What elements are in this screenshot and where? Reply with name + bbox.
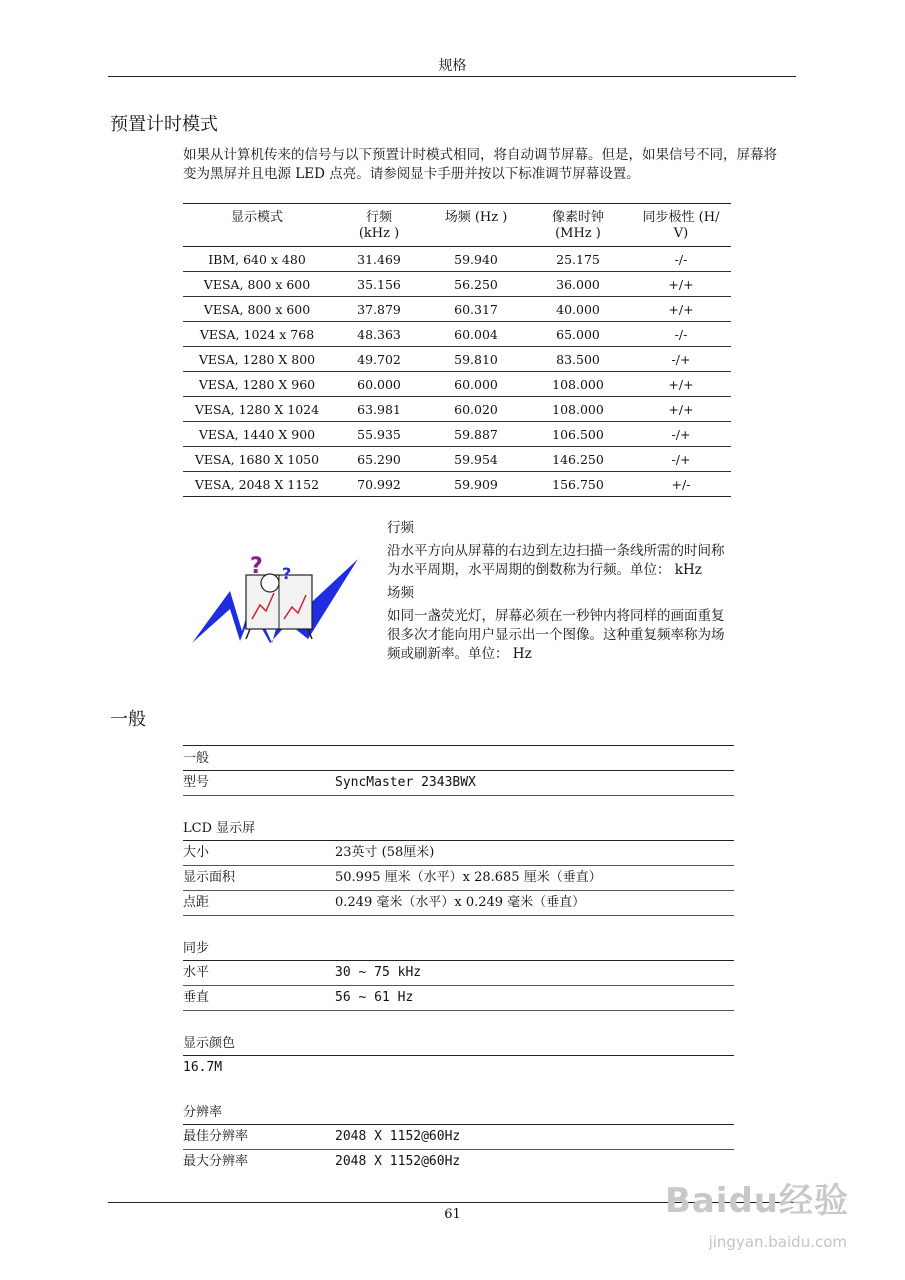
glossary-term-hfreq: 行频 [387,520,414,536]
timing-cell-v: 59.909 [427,472,525,497]
spec-group-resolution: 分辨率 [183,1100,734,1125]
timing-cell-p: 108.000 [525,397,631,422]
spec-group-general: 一般 [183,745,734,771]
timing-cell-p: 36.000 [525,272,631,297]
timing-cell-h: 35.156 [331,272,427,297]
timing-cell-s: +/+ [631,372,731,397]
svg-text:?: ? [250,554,263,579]
timing-cell-v: 60.000 [427,372,525,397]
spec-key: 垂直 [183,990,210,1005]
timing-cell-v: 59.810 [427,347,525,372]
timing-cell-v: 59.940 [427,247,525,272]
spec-key: 型号 [183,775,210,790]
timing-cell-s: -/+ [631,422,731,447]
timing-cell-p: 156.750 [525,472,631,497]
timing-cell-s: -/+ [631,447,731,472]
timing-cell-mode: VESA, 800 x 600 [183,272,331,297]
watermark-url: jingyan.baidu.com [708,1233,847,1251]
glossary-def-vfreq: 如同一盏荧光灯，屏幕必须在一秒钟内将同样的画面重复很多次才能向用户显示出一个图像。这种重复频率称为场频或刷新率。单位： Hz [387,608,725,662]
timing-cell-s: +/- [631,472,731,497]
timing-cell-s: +/+ [631,397,731,422]
baidu-logo-icon: Baidu经验 [664,1181,849,1221]
timing-cell-mode: VESA, 1280 X 1024 [183,397,331,422]
spec-value: 30 ~ 75 kHz [335,965,422,980]
timing-row [183,322,731,347]
timing-row [183,272,731,297]
spec-group-colors: 显示颜色 [183,1031,734,1056]
spec-value: 23英寸 (58厘米) [335,845,435,860]
timing-cell-p: 83.500 [525,347,631,372]
glossary [387,519,727,668]
timing-cell-h: 60.000 [331,372,427,397]
timing-cell-v: 59.954 [427,447,525,472]
timing-cell-s: +/+ [631,297,731,322]
spec-group-sync: 同步 [183,936,734,961]
timing-cell-mode: IBM, 640 x 480 [183,247,331,272]
timing-intro-paragraph: 如果从计算机传来的信号与以下预置计时模式相同，将自动调节屏幕。但是，如果信号不同，屏幕将变为黑屏并且电源 LED 点亮。请参阅显卡手册并按以下标准调节屏幕设置。 [183,147,777,182]
spec-group-lcd: LCD 显示屏 [183,816,734,841]
svg-text:?: ? [282,564,292,583]
timing-cell-p: 65.000 [525,322,631,347]
timing-cell-p: 106.500 [525,422,631,447]
col-header-mode: 显示模式 [183,204,331,247]
timing-cell-h: 48.363 [331,322,427,347]
timing-cell-mode: VESA, 1280 X 800 [183,347,331,372]
timing-cell-v: 60.020 [427,397,525,422]
timing-cell-v: 59.887 [427,422,525,447]
baidu-watermark [653,1163,853,1273]
timing-cell-h: 37.879 [331,297,427,322]
timing-table-body [183,247,731,497]
timing-cell-h: 63.981 [331,397,427,422]
timing-cell-h: 55.935 [331,422,427,447]
timing-cell-s: +/+ [631,272,731,297]
spec-key: 点距 [183,895,210,910]
timing-cell-mode: VESA, 800 x 600 [183,297,331,322]
timing-cell-p: 40.000 [525,297,631,322]
spec-key: 大小 [183,845,210,860]
timing-cell-mode: VESA, 1680 X 1050 [183,447,331,472]
timing-table-header-row [183,204,731,247]
timing-cell-p: 108.000 [525,372,631,397]
spec-value: 50.995 厘米（水平）x 28.685 厘米（垂直） [335,870,602,885]
timing-row [183,472,731,497]
timing-cell-p: 146.250 [525,447,631,472]
timing-cell-h: 65.290 [331,447,427,472]
timing-row [183,422,731,447]
timing-cell-mode: VESA, 1440 X 900 [183,422,331,447]
spec-key: 最佳分辨率 [183,1129,249,1144]
timing-cell-s: -/- [631,322,731,347]
spec-value-colors: 16.7M [183,1060,223,1075]
timing-cell-h: 31.469 [331,247,427,272]
timing-cell-v: 56.250 [427,272,525,297]
timing-cell-p: 25.175 [525,247,631,272]
running-header: 规格 [438,58,467,74]
glossary-term-vfreq: 场频 [387,585,414,601]
col-header-vfreq: 场频 (Hz ) [427,204,525,247]
illustration-reader [190,553,362,645]
spec-value: 2048 X 1152@60Hz [335,1154,461,1169]
timing-row [183,397,731,422]
spec-value: 0.249 毫米（水平）x 0.249 毫米（垂直） [335,895,586,910]
spec-value: 2048 X 1152@60Hz [335,1129,461,1144]
timing-table [183,203,731,497]
spec-key: 水平 [183,965,210,980]
col-header-hfreq: 行频 (kHz ) [331,204,427,247]
timing-cell-h: 49.702 [331,347,427,372]
spec-row-model [183,771,734,796]
spec-row-horizontal [183,961,734,986]
timing-row [183,297,731,322]
spec-value: 56 ~ 61 Hz [335,990,414,1005]
timing-cell-s: -/- [631,247,731,272]
spec-value: SyncMaster 2343BWX [335,775,476,790]
spec-key: 显示面积 [183,870,236,885]
timing-cell-v: 60.317 [427,297,525,322]
timing-row [183,347,731,372]
spec-row-dot-pitch [183,891,734,916]
timing-cell-h: 70.992 [331,472,427,497]
timing-section-title: 预置计时模式 [110,114,218,135]
timing-cell-mode: VESA, 1280 X 960 [183,372,331,397]
general-spec-table [183,745,734,1174]
timing-row [183,372,731,397]
spec-key: 最大分辨率 [183,1154,249,1169]
page-number: 61 [444,1207,461,1222]
timing-cell-mode: VESA, 1024 x 768 [183,322,331,347]
timing-row [183,447,731,472]
col-header-sync-polarity: 同步极性 (H/ V) [631,204,731,247]
glossary-def-hfreq: 沿水平方向从屏幕的右边到左边扫描一条线所需的时间称为水平周期，水平周期的倒数称为行频。单位： kHz [387,543,725,578]
spec-row-optimal-resolution [183,1125,734,1150]
timing-row [183,247,731,272]
spec-row-vertical [183,986,734,1011]
timing-cell-s: -/+ [631,347,731,372]
general-section-title: 一般 [110,709,146,730]
spec-row-display-area [183,866,734,891]
timing-cell-v: 60.004 [427,322,525,347]
col-header-pixel-clock: 像素时钟 (MHz ) [525,204,631,247]
spec-row-size [183,841,734,866]
spec-row-max-resolution [183,1150,734,1174]
confused-reader-icon [190,553,362,645]
header-rule [108,76,796,77]
timing-cell-mode: VESA, 2048 X 1152 [183,472,331,497]
